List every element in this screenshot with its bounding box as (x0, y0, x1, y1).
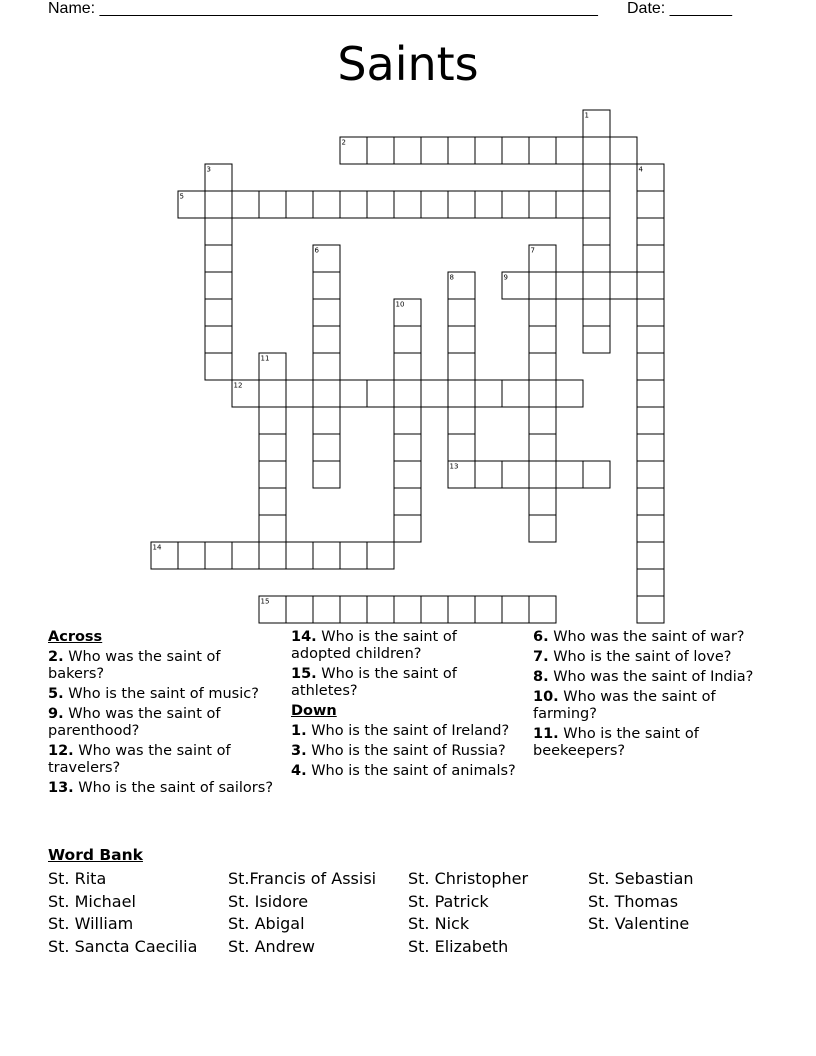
crossword-cell[interactable] (637, 407, 664, 434)
crossword-cell[interactable] (529, 137, 556, 164)
crossword-cell[interactable] (313, 353, 340, 380)
crossword-cell[interactable] (637, 272, 664, 299)
clue-number: 10. (533, 689, 559, 705)
clue-number: 6. (533, 629, 549, 645)
crossword-cell[interactable] (529, 407, 556, 434)
word-bank-item: St. Valentine (588, 914, 690, 933)
clue-across-5 (48, 686, 276, 703)
crossword-cell[interactable] (232, 542, 259, 569)
clue-number: 4. (291, 763, 307, 779)
crossword-cell[interactable] (313, 542, 340, 569)
word-bank-item: St. Sancta Caecilia (48, 937, 198, 956)
crossword-cell[interactable] (259, 461, 286, 488)
crossword-cell[interactable] (637, 488, 664, 515)
crossword-cell[interactable] (340, 191, 367, 218)
word-bank-item: St. Isidore (228, 892, 309, 911)
crossword-cell[interactable] (637, 434, 664, 461)
clue-number-label: 12 (233, 381, 243, 390)
crossword-cell[interactable] (529, 596, 556, 623)
crossword-cell[interactable] (205, 299, 232, 326)
across-heading: Across (48, 629, 103, 645)
crossword-cell[interactable] (556, 137, 583, 164)
clue-number-label: 1 (584, 111, 589, 120)
crossword-cell[interactable] (313, 326, 340, 353)
crossword-cell[interactable] (259, 407, 286, 434)
clue-number: 5. (48, 686, 64, 702)
crossword-cell[interactable] (502, 461, 529, 488)
crossword-cell[interactable] (259, 434, 286, 461)
crossword-cell[interactable] (340, 596, 367, 623)
clue-number-label: 11 (260, 354, 270, 363)
crossword-cell[interactable] (529, 380, 556, 407)
crossword-cell[interactable] (637, 569, 664, 596)
crossword-cell[interactable] (178, 542, 205, 569)
crossword-cell[interactable] (583, 191, 610, 218)
crossword-cell[interactable] (205, 326, 232, 353)
word-bank-item: St. Elizabeth (408, 937, 509, 956)
crossword-cell[interactable] (394, 191, 421, 218)
crossword-cell[interactable] (583, 164, 610, 191)
down-heading: Down (291, 703, 337, 719)
crossword-cell[interactable] (394, 488, 421, 515)
crossword-cell[interactable] (637, 380, 664, 407)
crossword-cell[interactable] (394, 353, 421, 380)
crossword-cell[interactable] (313, 272, 340, 299)
clue-number: 7. (533, 649, 549, 665)
clue-number: 3. (291, 743, 307, 759)
clue-down-6 (533, 629, 773, 646)
crossword-cell[interactable] (205, 353, 232, 380)
clue-down-1 (291, 723, 521, 740)
crossword-cell[interactable] (394, 596, 421, 623)
clue-number-label: 10 (395, 300, 405, 309)
crossword-cell[interactable] (529, 326, 556, 353)
crossword-cell[interactable] (313, 407, 340, 434)
crossword-cell[interactable] (610, 137, 637, 164)
clue-number-label: 8 (449, 273, 454, 282)
crossword-cell[interactable] (421, 596, 448, 623)
crossword-cell[interactable] (475, 461, 502, 488)
word-bank-item: St.Francis of Assisi (228, 869, 377, 888)
crossword-cell[interactable] (394, 326, 421, 353)
crossword-cell[interactable] (556, 461, 583, 488)
crossword-cell[interactable] (421, 137, 448, 164)
clue-number-label: 4 (638, 165, 643, 174)
crossword-cell[interactable] (448, 137, 475, 164)
clue-number: 14. (291, 629, 317, 645)
crossword-cell[interactable] (448, 380, 475, 407)
crossword-cell[interactable] (529, 434, 556, 461)
crossword-cell[interactable] (448, 299, 475, 326)
crossword-cell[interactable] (205, 245, 232, 272)
clue-text: Who is the saint of sailors? (78, 780, 274, 796)
clue-text: Who is the saint of athletes? (291, 666, 457, 699)
clue-text: Who is the saint of animals? (311, 763, 516, 779)
crossword-cell[interactable] (394, 461, 421, 488)
crossword-cell[interactable] (448, 191, 475, 218)
crossword-cell[interactable] (529, 191, 556, 218)
clue-down-11 (533, 726, 773, 760)
crossword-cell[interactable] (259, 191, 286, 218)
crossword-cell[interactable] (205, 542, 232, 569)
crossword-cell[interactable] (313, 461, 340, 488)
clue-number: 13. (48, 780, 74, 796)
crossword-cell[interactable] (394, 515, 421, 542)
clue-number: 15. (291, 666, 317, 682)
crossword-cell[interactable] (394, 380, 421, 407)
crossword-cell[interactable] (475, 596, 502, 623)
crossword-cell[interactable] (556, 191, 583, 218)
clue-text: Who is the saint of adopted children? (291, 629, 457, 662)
word-bank-item: St. Michael (48, 892, 136, 911)
clues-column-3 (533, 629, 773, 763)
crossword-cell[interactable] (475, 137, 502, 164)
crossword-cell[interactable] (286, 596, 313, 623)
crossword-cell[interactable] (583, 461, 610, 488)
clue-number: 11. (533, 726, 559, 742)
crossword-cell[interactable] (502, 596, 529, 623)
word-bank-item: St. Rita (48, 869, 107, 888)
crossword-cell[interactable] (583, 272, 610, 299)
word-bank-item: St. William (48, 914, 134, 933)
crossword-cell[interactable] (259, 380, 286, 407)
crossword-cell[interactable] (421, 191, 448, 218)
crossword-cell[interactable] (367, 596, 394, 623)
crossword-cell[interactable] (232, 191, 259, 218)
date-line[interactable]: Date: _______ (627, 0, 732, 17)
clue-number-label: 3 (206, 165, 211, 174)
crossword-cell[interactable] (637, 515, 664, 542)
clue-text: Who was the saint of travelers? (48, 743, 231, 776)
crossword-cell[interactable] (448, 326, 475, 353)
clue-down-3 (291, 743, 521, 760)
crossword-cell[interactable] (259, 488, 286, 515)
clue-text: Who is the saint of beekeepers? (533, 726, 699, 759)
crossword-cell[interactable] (340, 542, 367, 569)
clue-number-label: 13 (449, 462, 459, 471)
word-bank-item: St. Patrick (408, 892, 489, 911)
word-bank-item: St. Thomas (588, 892, 679, 911)
crossword-cell[interactable] (529, 515, 556, 542)
clue-number-label: 14 (152, 543, 162, 552)
word-bank-item: St. Andrew (228, 937, 315, 956)
crossword-cell[interactable] (367, 380, 394, 407)
crossword-cell[interactable] (529, 461, 556, 488)
clue-text: Who was the saint of parenthood? (48, 706, 221, 739)
crossword-cell[interactable] (529, 272, 556, 299)
crossword-cell[interactable] (583, 299, 610, 326)
crossword-cell[interactable] (448, 434, 475, 461)
crossword-cell[interactable] (529, 353, 556, 380)
crossword-cell[interactable] (286, 542, 313, 569)
clue-across-14 (291, 629, 521, 663)
clue-across-2 (48, 649, 276, 683)
clue-number-label: 9 (503, 273, 508, 282)
crossword-cell[interactable] (529, 299, 556, 326)
clue-text: Who was the saint of India? (553, 669, 754, 685)
name-line[interactable]: Name: ________________________________________________________ (48, 0, 598, 17)
crossword-cell[interactable] (259, 542, 286, 569)
crossword-cell[interactable] (286, 191, 313, 218)
crossword-cell[interactable] (583, 218, 610, 245)
crossword-cell[interactable] (637, 191, 664, 218)
crossword-cell[interactable] (394, 137, 421, 164)
clue-number: 8. (533, 669, 549, 685)
word-bank-title: Word Bank (48, 846, 143, 864)
crossword-cell[interactable] (259, 515, 286, 542)
crossword-cell[interactable] (367, 137, 394, 164)
crossword-cell[interactable] (448, 353, 475, 380)
crossword-cell[interactable] (340, 380, 367, 407)
crossword-cell[interactable] (313, 380, 340, 407)
crossword-cell[interactable] (475, 191, 502, 218)
clues-column-1 (48, 629, 276, 800)
clue-text: Who is the saint of Ireland? (311, 723, 510, 739)
clue-text: Who was the saint of farming? (533, 689, 716, 722)
crossword-cell[interactable] (583, 326, 610, 353)
crossword-cell[interactable] (394, 434, 421, 461)
word-bank-item: St. Abigal (228, 914, 305, 933)
crossword-cell[interactable] (637, 542, 664, 569)
clue-text: Who was the saint of bakers? (48, 649, 221, 682)
crossword-cell[interactable] (502, 191, 529, 218)
crossword-cell[interactable] (529, 488, 556, 515)
crossword-cell[interactable] (556, 272, 583, 299)
crossword-cell[interactable] (637, 353, 664, 380)
crossword-cell[interactable] (610, 272, 637, 299)
word-bank-item: St. Sebastian (588, 869, 694, 888)
crossword-cell[interactable] (502, 380, 529, 407)
crossword-cell[interactable] (637, 299, 664, 326)
clue-down-4 (291, 763, 521, 780)
crossword-cell[interactable] (313, 434, 340, 461)
crossword-cell[interactable] (502, 137, 529, 164)
clue-number-label: 6 (314, 246, 319, 255)
clue-number-label: 2 (341, 138, 346, 147)
word-bank-item: St. Nick (408, 914, 470, 933)
clues-column-2 (291, 629, 521, 783)
crossword-cell[interactable] (637, 245, 664, 272)
crossword-cell[interactable] (205, 272, 232, 299)
crossword-cell[interactable] (313, 299, 340, 326)
clue-number-label: 5 (179, 192, 184, 201)
clue-text: Who is the saint of Russia? (311, 743, 506, 759)
clue-number: 12. (48, 743, 74, 759)
clue-across-13 (48, 780, 276, 797)
crossword-cell[interactable] (313, 191, 340, 218)
crossword-cell[interactable] (475, 380, 502, 407)
page-title: Saints (337, 37, 479, 91)
crossword-cell[interactable] (637, 326, 664, 353)
clue-across-9 (48, 706, 276, 740)
crossword-cell[interactable] (556, 380, 583, 407)
crossword-cell[interactable] (313, 596, 340, 623)
crossword-cell[interactable] (448, 596, 475, 623)
crossword-cell[interactable] (394, 407, 421, 434)
clue-number: 1. (291, 723, 307, 739)
clue-text: Who was the saint of war? (553, 629, 745, 645)
clue-text: Who is the saint of music? (68, 686, 259, 702)
clue-down-7 (533, 649, 773, 666)
clue-text: Who is the saint of love? (553, 649, 732, 665)
crossword-cell[interactable] (637, 596, 664, 623)
crossword-cell[interactable] (367, 191, 394, 218)
crossword-cell[interactable] (205, 218, 232, 245)
clue-down-10 (533, 689, 773, 723)
crossword-cell[interactable] (637, 218, 664, 245)
crossword-cell[interactable] (367, 542, 394, 569)
crossword-cell[interactable] (583, 245, 610, 272)
crossword-cell[interactable] (448, 407, 475, 434)
crossword-cell[interactable] (583, 137, 610, 164)
clue-across-15 (291, 666, 521, 700)
crossword-cell[interactable] (421, 380, 448, 407)
crossword-cell[interactable] (637, 461, 664, 488)
clue-number-label: 7 (530, 246, 535, 255)
clue-number-label: 15 (260, 597, 270, 606)
clue-down-8 (533, 669, 773, 686)
clue-number: 9. (48, 706, 64, 722)
crossword-cell[interactable] (286, 380, 313, 407)
clue-number: 2. (48, 649, 64, 665)
clue-across-12 (48, 743, 276, 777)
crossword-cell[interactable] (205, 191, 232, 218)
word-bank-item: St. Christopher (408, 869, 529, 888)
